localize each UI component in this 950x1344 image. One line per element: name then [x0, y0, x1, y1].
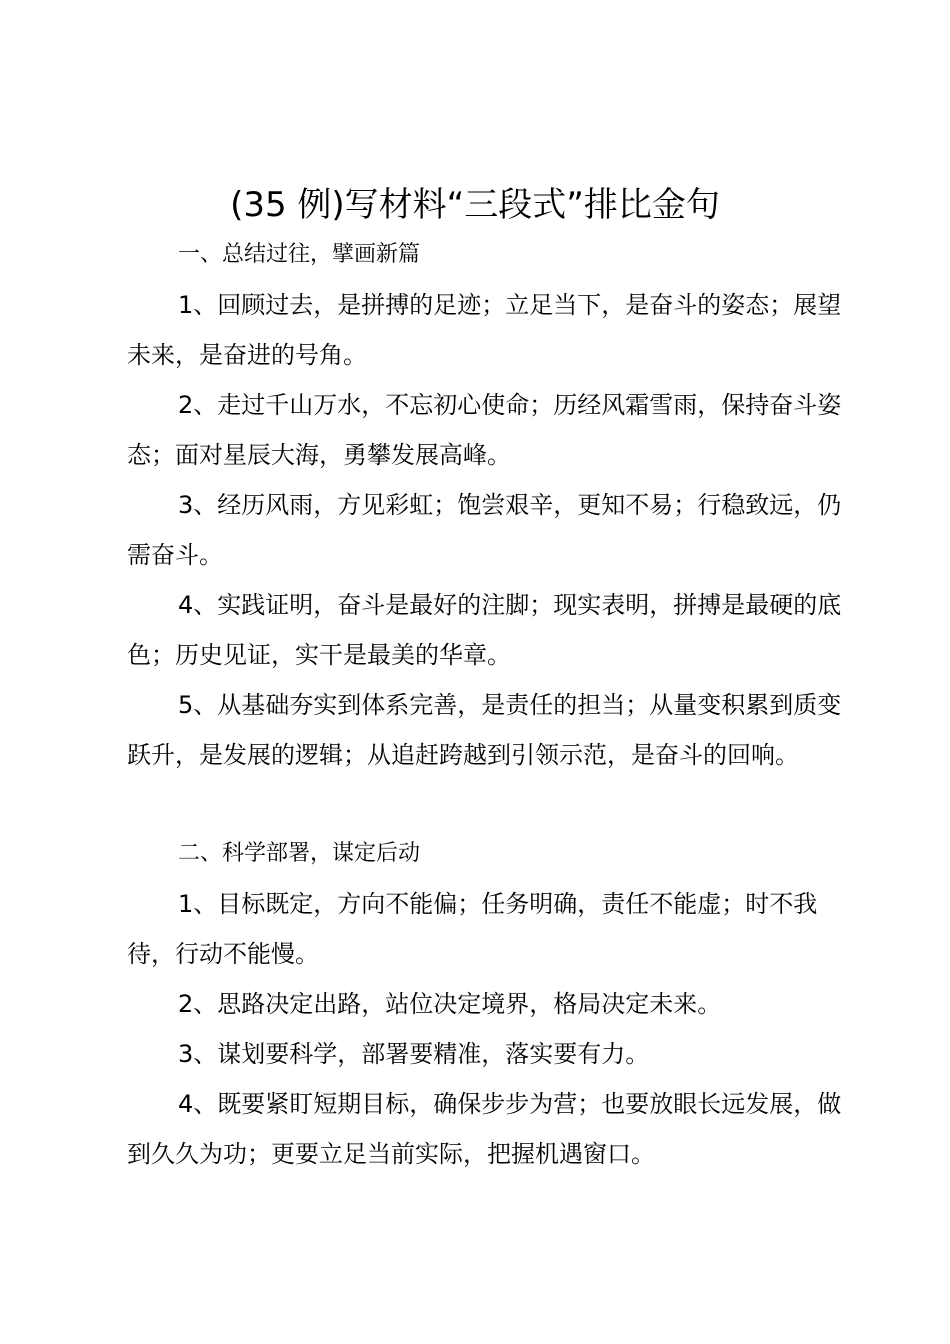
- section-heading-2: 二、科学部署，谋定后动: [178, 841, 421, 866]
- paragraph: 1、回顾过去，是拼搏的足迹；立足当下，是奋斗的姿态；展望未来，是奋进的号角。: [127, 291, 842, 369]
- paragraph: 3、经历风雨，方见彩虹；饱尝艰辛，更知不易；行稳致远，仍需奋斗。: [127, 491, 842, 569]
- document-title: (35 例)写材料“三段式”排比金句: [230, 185, 720, 225]
- paragraph: 4、实践证明，奋斗是最好的注脚；现实表明，拼搏是最硬的底色；历史见证，实干是最美的华章。: [127, 591, 842, 669]
- paragraph: 2、思路决定出路，站位决定境界，格局决定未来。: [178, 990, 722, 1018]
- section-heading-1: 一、总结过往，擘画新篇: [178, 242, 421, 267]
- paragraph: 4、既要紧盯短期目标，确保步步为营；也要放眼长远发展，做到久久为功；更要立足当前实际，把握机遇窗口。: [127, 1090, 842, 1168]
- paragraph: 2、走过千山万水，不忘初心使命；历经风霜雪雨，保持奋斗姿态；面对星辰大海，勇攀发展高峰。: [127, 391, 842, 469]
- paragraph: 5、从基础夯实到体系完善，是责任的担当；从量变积累到质变跃升，是发展的逻辑；从追赶跨越到引领示范，是奋斗的回响。: [127, 691, 842, 769]
- paragraph: 1、目标既定，方向不能偏；任务明确，责任不能虚；时不我待，行动不能慢。: [127, 890, 818, 968]
- paragraph: 3、谋划要科学，部署要精准，落实要有力。: [178, 1040, 650, 1068]
